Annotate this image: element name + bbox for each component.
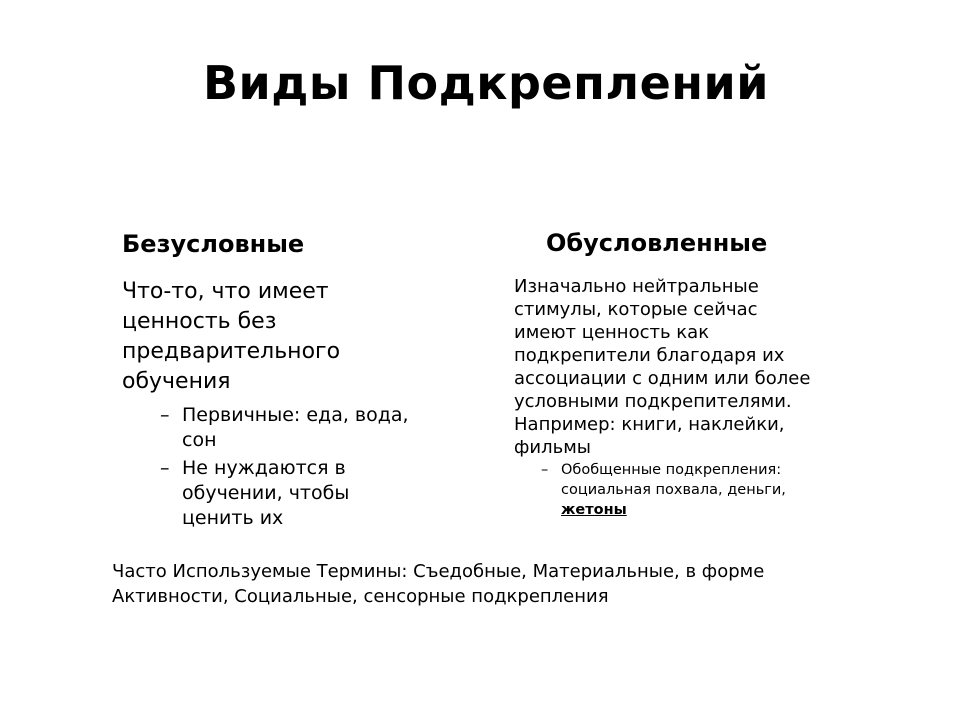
list-item	[160, 403, 410, 453]
emphasized-term: жетоны	[561, 502, 627, 518]
dash-bullet-icon: –	[160, 457, 170, 479]
unconditioned-description: Что-то, что имеет ценность без предварительного обучения	[122, 279, 341, 394]
dash-bullet-icon: –	[541, 462, 549, 478]
bullet-text: Первичные: еда, вода, сон	[182, 404, 409, 451]
list-item	[160, 456, 410, 531]
conditioned-description: Изначально нейтральные стимулы, которые сейчас имеют ценность как подкрепители благодаря их ассоциации с одним или более условными подкрепителями. Например: книги, наклейки, фильмы	[514, 276, 811, 458]
dash-bullet-icon: –	[160, 404, 170, 426]
common-terms-note: Часто Используемые Термины: Съедобные, Материальные, в форме Активности, Социальные, сенсорные подкрепления	[112, 561, 765, 607]
bullet-text: Не нуждаются в обучении, чтобы ценить их	[182, 457, 350, 529]
unconditioned-heading: Безусловные	[122, 230, 305, 258]
list-item	[541, 460, 811, 520]
slide-title: Виды Подкреплений	[202, 56, 770, 110]
bullet-text: Обобщенные подкрепления: социальная похвала, деньги,	[561, 462, 786, 498]
conditioned-heading: Обусловленные	[546, 229, 768, 257]
unconditioned-bullet-list	[160, 403, 410, 534]
conditioned-bullet-list	[541, 460, 811, 520]
